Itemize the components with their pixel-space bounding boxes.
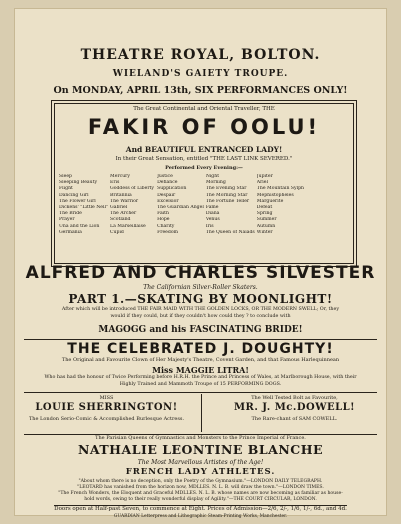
tableau-item: Gabriel [110, 205, 128, 211]
tableau-item: La Marseillaise [110, 223, 146, 229]
tableaux-list [59, 174, 351, 236]
divider [24, 339, 377, 340]
tableau-item: Venus [205, 217, 220, 223]
troupe-name: WIELAND'S GAIETY TROUPE. [112, 69, 289, 79]
blanche-quote-1: "About whom there is no deception, only the Poetry of the Gymnasium."—LONDON DAILY TELEGRAPH. [78, 479, 323, 484]
mcdowell-desc: The Rare-chant of SAM COWELL. [251, 416, 338, 422]
doughty-title: THE CELEBRATED J. DOUGHTY! [67, 341, 334, 357]
tableau-item: The Guardian Angel [157, 205, 204, 211]
tableau-item: Faith [157, 211, 169, 217]
tableau-item: Fame [205, 205, 219, 211]
sherrington-name: LOUIE SHERRINGTON! [35, 402, 178, 413]
tableau-item: Ariel [256, 180, 268, 186]
sherrington-desc: The London Serio-Comic & Accomplished Burlesque Actress. [28, 416, 185, 422]
tableau-item: Jupiter [256, 174, 273, 179]
tableau-item: Justice [157, 174, 173, 179]
tableau-item: The Evening Star [205, 186, 247, 192]
tableau-item: Britannia [110, 192, 132, 198]
tableaux-column [157, 174, 204, 236]
blanche-quote-2: "LEOTARD has vanished from the horizon now, MDLLES. N. L. B. will draw the town."—LONDON TIMES. [77, 485, 324, 490]
tableaux-column [110, 174, 155, 236]
magogg-line: MAGOGG and his FASCINATING BRIDE! [98, 325, 303, 335]
tableaux-column [59, 174, 108, 236]
tableau-item: Prayer [59, 217, 75, 223]
tableaux-column [257, 174, 304, 236]
silvester-title: ALFRED AND CHARLES SILVESTER [25, 263, 376, 283]
fakir-intro: The Great Continental and Oriental Traveller, THE [133, 106, 275, 112]
tableau-item: Diana [205, 211, 220, 217]
tableau-item: The Flower Girl [59, 198, 96, 204]
sherrington-miss: MISS [99, 395, 114, 401]
tableaux-column [206, 174, 255, 236]
tableau-item: Mephistopheles [256, 192, 294, 198]
tableau-item: Goddess of Liberty [110, 186, 154, 192]
doughty-who-1: Who has had the honour of Twice Performing before H.R.H. the Prince and Princess of Wales, at Marlborough House, with their [44, 375, 357, 380]
tableau-item: The Archer [110, 211, 137, 217]
doors-prices: Doors open at Half-past Seven, to commence at Eight. Prices of Admission—2/6, 2/-, 1/6, 1/-, 6d., and 4d. [54, 506, 347, 512]
fakir-sensation: In their Great Sensation, entitled "THE LAST LINK SEVERED." [115, 156, 293, 162]
blanche-quote-3: "The French Wonders, the Eloquent and Graceful MDLLES. N. L. B. whose names are now becoming as familiar as house- [58, 491, 343, 496]
divider [24, 392, 377, 393]
tableau-item: Excelsior [157, 198, 179, 204]
fakir-box [54, 103, 354, 264]
tableau-item: Germania [59, 229, 82, 235]
tableau-item: Winter [256, 229, 273, 235]
mcdowell-top: The Well Tested Bolt as Favourite, [251, 395, 338, 401]
blanche-quote-4: hold words, owing to their really wonderful display of Agility."—THE COURT CIRCULAR, LONDON. [84, 497, 317, 502]
mcdowell-name: MR. J. Mc.DOWELL! [233, 402, 356, 413]
theatre-title: THEATRE ROYAL, BOLTON. [80, 47, 321, 63]
doughty-who-2: Highly Trained and Mammoth Troupe of 15 PERFORMING DOGS. [119, 382, 282, 387]
tableau-item: Scotland [110, 217, 131, 223]
silvester-subtitle: The Californian Silver-Roller Skaters. [143, 284, 258, 291]
tableau-item: Flight [59, 186, 73, 192]
printer-credit: GUARDIAN Letterpress and Lithographic Steam-Printing Works, Manchester. [113, 514, 288, 519]
mcdowell-panel [201, 394, 387, 432]
blanche-most: The Most Marvellous Artistes of the Age! [137, 459, 264, 466]
tableau-item: Iris [205, 223, 214, 229]
tableau-item: The Mountain Sylph [256, 186, 304, 192]
tableau-item: Cupid [110, 229, 124, 235]
date-line: On MONDAY, APRIL 13th, SIX PERFORMANCES ONLY! [53, 85, 348, 96]
after-line-2: would if they could, but if they couldn't how could they ? to conclude with [110, 314, 291, 319]
tableau-item: The Bride [59, 211, 82, 217]
after-line-1: After which will be introduced THE FAIR MAID WITH THE GOLDEN LOCKS, OR THE MODERN SWELL; Or, they [61, 307, 340, 312]
tableau-item: The Fortune Teller [205, 198, 250, 204]
tableau-item: Sleeping Beauty [59, 180, 98, 186]
tableau-item: Supplication [157, 186, 187, 192]
tableau-item: Defeat [256, 205, 273, 211]
tableau-item: Marguerite [256, 198, 284, 204]
tableau-item: Dickens' "Little Nell" [59, 205, 109, 211]
blanche-intro: The Parisian Queens of Gymnastics and Monsters to the Prince Imperial of France. [95, 435, 306, 441]
tableau-item: Morning [205, 180, 226, 186]
part-one: PART 1.—SKATING BY MOONLIGHT! [68, 292, 333, 306]
doughty-orig: The Original and Favourite Clown of Her Majesty's Theatre, Covent Garden, and that Famous Harlequinnean [61, 357, 340, 363]
tableau-item: Despair [157, 192, 176, 198]
playbill [14, 8, 387, 519]
tableau-item: Freedom [157, 229, 178, 235]
fakir-performed: Performed Every Evening:— [165, 165, 243, 171]
tableau-item: Sleep [59, 174, 72, 179]
tableau-item: Autumn [256, 223, 276, 229]
tableau-item: Night [205, 174, 220, 179]
tableau-item: Hope [157, 217, 170, 223]
tableau-item: Una and the Lion [59, 223, 100, 229]
tableau-item: The Queen of Naiads [205, 229, 255, 235]
tableau-item: Spring [256, 211, 273, 217]
tableau-item: Defiance [157, 180, 178, 186]
tableau-item: Charity [157, 223, 175, 229]
blanche-athletes: FRENCH LADY ATHLETES. [125, 467, 276, 477]
fakir-title: FAKIR OF OOLU! [87, 115, 321, 139]
litra-name: Miss MAGGIE LITRA! [152, 365, 249, 375]
blanche-name: NATHALIE LEONTINE BLANCHE [77, 442, 324, 457]
tableau-item: Eris [110, 180, 120, 186]
tableau-item: Summer [256, 217, 277, 223]
tableau-item: Mercury [110, 174, 130, 179]
sherrington-panel [14, 394, 199, 432]
tableau-item: The Warrior [110, 198, 139, 204]
tableau-item: Dancing Girl [59, 192, 89, 198]
tableau-item: The Morning Star [205, 192, 248, 198]
fakir-lady: And BEAUTIFUL ENTRANCED LADY! [125, 145, 283, 154]
